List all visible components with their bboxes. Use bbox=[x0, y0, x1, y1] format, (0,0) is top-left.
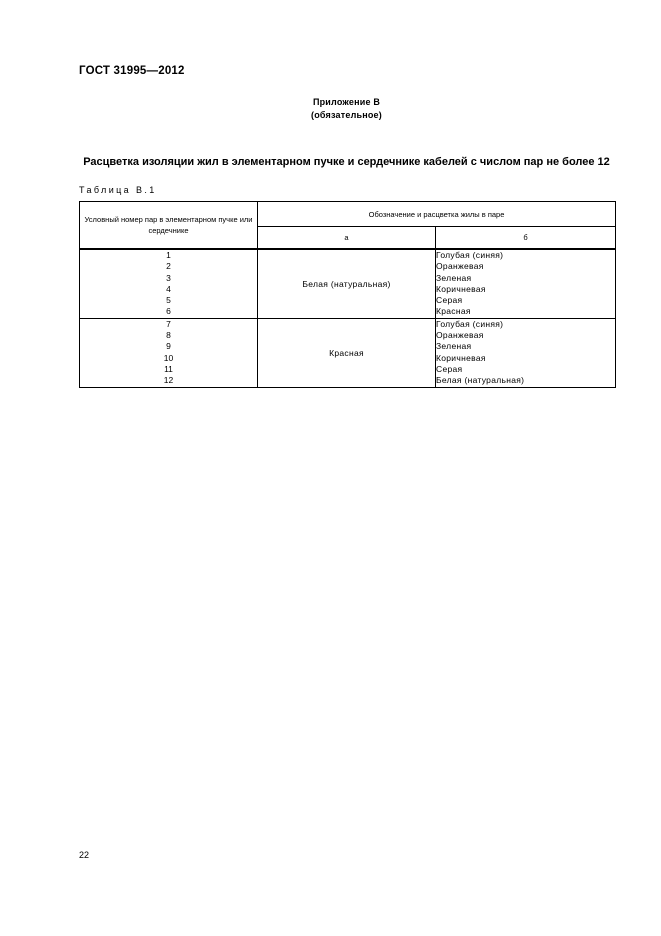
color-a-cell: Красная bbox=[258, 318, 436, 387]
color-b: Голубая (синяя) bbox=[436, 318, 504, 329]
pair-number: 11 bbox=[164, 363, 173, 374]
color-b: Зеленая bbox=[436, 341, 472, 352]
document-code: ГОСТ 31995—2012 bbox=[79, 65, 185, 77]
pair-number: 3 bbox=[166, 272, 171, 283]
subcolumn-a-header: а bbox=[258, 227, 436, 250]
pair-numbers-cell bbox=[80, 318, 258, 387]
pair-number: 5 bbox=[166, 295, 171, 306]
table-row bbox=[80, 249, 616, 318]
pair-number: 12 bbox=[163, 375, 174, 386]
pair-number: 7 bbox=[166, 318, 171, 329]
color-b: Коричневая bbox=[436, 283, 486, 294]
colors-b-cell bbox=[436, 318, 616, 387]
pair-number-header: Условный номер пар в элементарном пучке или сердечнике bbox=[80, 202, 258, 250]
appendix-title: Приложение В bbox=[312, 97, 381, 107]
pair-number: 6 bbox=[166, 306, 171, 317]
colors-b-cell bbox=[436, 249, 616, 318]
appendix-heading bbox=[79, 96, 614, 122]
pair-number: 2 bbox=[166, 261, 171, 272]
table-row bbox=[80, 318, 616, 387]
color-b: Оранжевая bbox=[436, 261, 484, 272]
pair-number: 9 bbox=[166, 341, 171, 352]
pair-numbers-cell bbox=[80, 249, 258, 318]
color-b: Белая (натуральная) bbox=[436, 375, 525, 386]
pair-number: 4 bbox=[166, 283, 171, 294]
color-coding-table bbox=[79, 201, 616, 388]
color-b: Серая bbox=[436, 295, 463, 306]
section-title: Расцветка изоляции жил в элементарном пучке и сердечнике кабелей с числом пар не более 12 bbox=[83, 156, 610, 168]
pair-number: 10 bbox=[163, 352, 174, 363]
color-a-cell: Белая (натуральная) bbox=[258, 249, 436, 318]
color-b: Оранжевая bbox=[436, 330, 484, 341]
wire-color-group-header: Обозначение и расцветка жилы в паре bbox=[258, 202, 616, 227]
color-b: Голубая (синяя) bbox=[436, 250, 504, 260]
appendix-status: (обязательное) bbox=[311, 110, 382, 120]
color-b: Коричневая bbox=[436, 352, 486, 363]
page-number: 22 bbox=[79, 850, 90, 860]
color-b: Зеленая bbox=[436, 272, 472, 283]
color-b: Красная bbox=[436, 306, 471, 317]
table-caption: Таблица В.1 bbox=[79, 185, 157, 195]
color-b: Серая bbox=[436, 363, 463, 374]
pair-number: 8 bbox=[166, 330, 171, 341]
subcolumn-b-header: б bbox=[436, 227, 616, 250]
pair-number: 1 bbox=[166, 250, 171, 260]
